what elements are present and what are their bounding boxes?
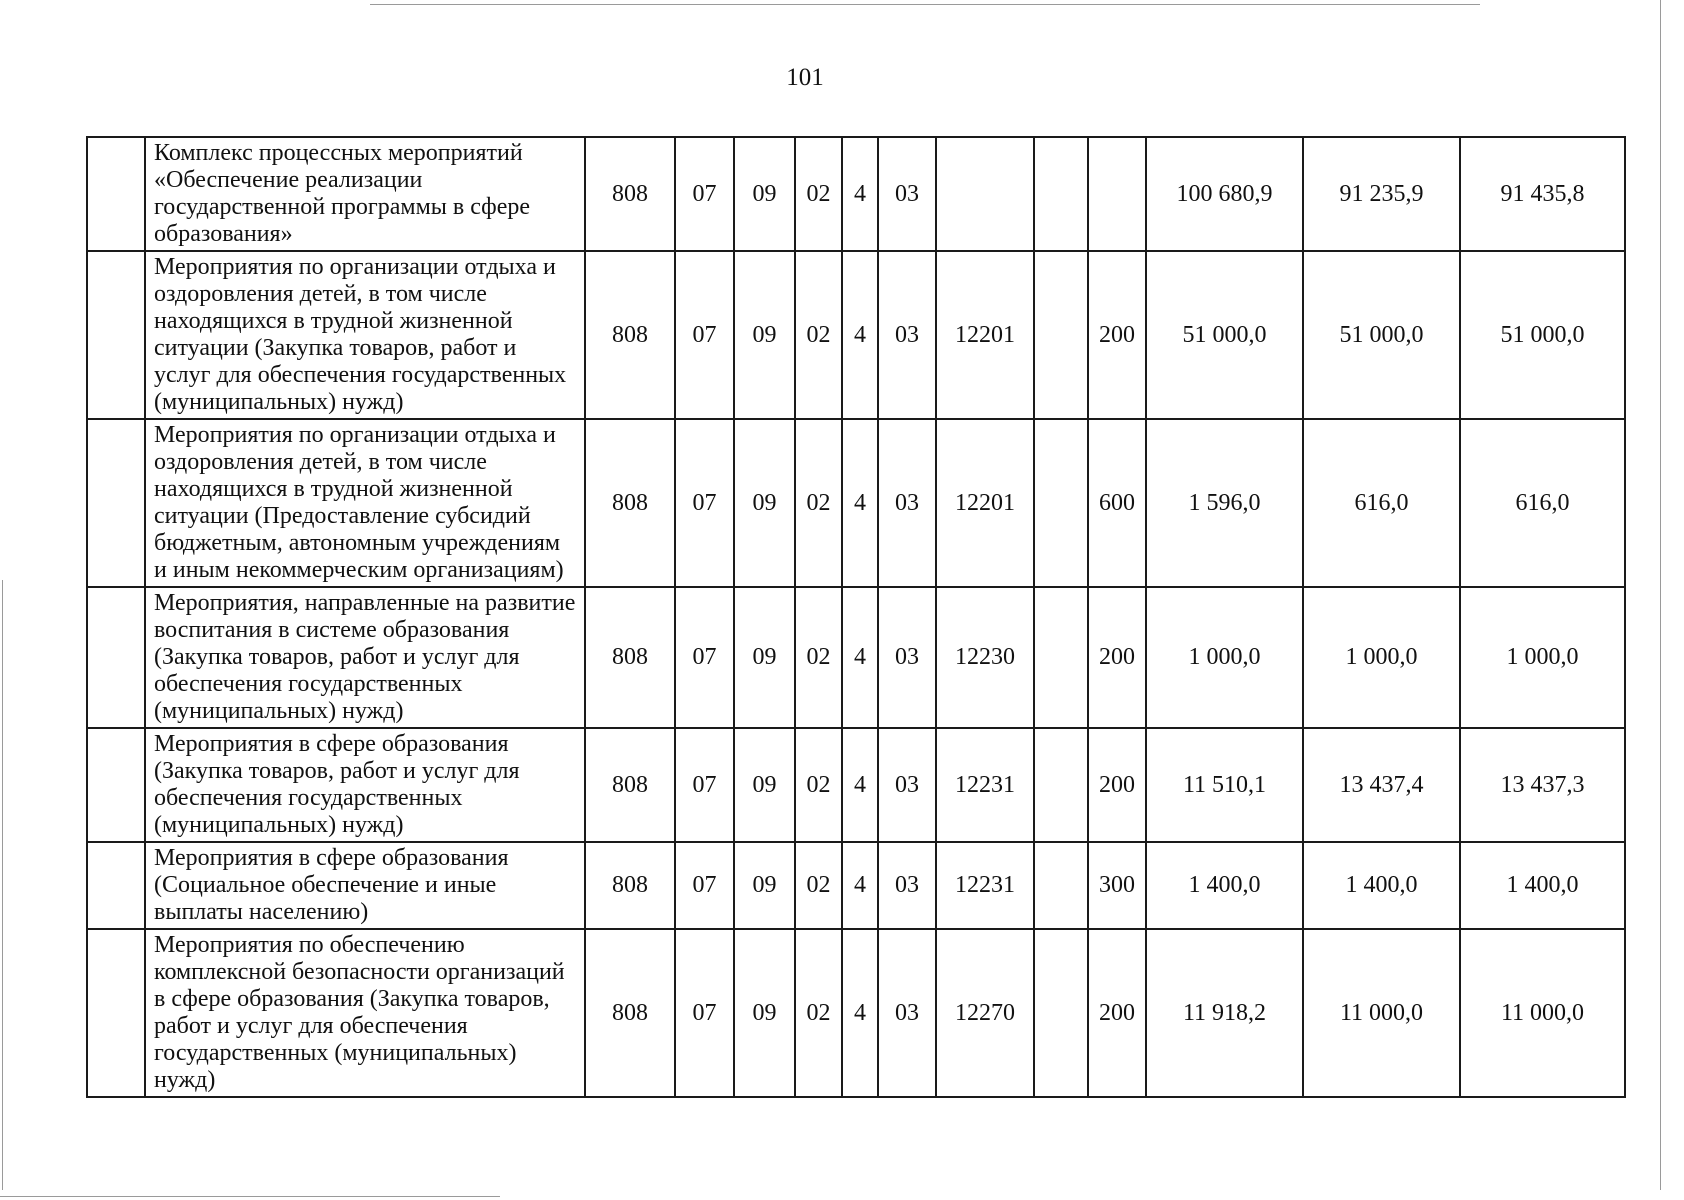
expense-type-code (1088, 137, 1146, 251)
row-name: Мероприятия по организации отдыха и оздоровления детей, в том числе находящихся в трудной жизненной ситуации (Предоставление субсидий бюджетным, автономным учреждениям и иным некоммерческим организациям) (145, 419, 585, 587)
amount-year-1: 51 000,0 (1146, 251, 1303, 419)
row-marker-cell (87, 137, 145, 251)
target-code: 12270 (936, 929, 1034, 1097)
table-row (87, 728, 1625, 842)
subsection-code: 09 (734, 419, 795, 587)
extra-code (1034, 929, 1088, 1097)
target-code: 12231 (936, 842, 1034, 929)
amount-year-2: 1 400,0 (1303, 842, 1460, 929)
amount-year-1: 11 918,2 (1146, 929, 1303, 1097)
program-code: 02 (795, 842, 842, 929)
program-code: 02 (795, 929, 842, 1097)
amount-year-3: 1 400,0 (1460, 842, 1625, 929)
table-row (87, 587, 1625, 728)
amount-year-2: 11 000,0 (1303, 929, 1460, 1097)
subsection-code: 09 (734, 929, 795, 1097)
extra-code (1034, 587, 1088, 728)
section-code: 07 (675, 842, 734, 929)
section-code: 07 (675, 137, 734, 251)
row-name: Мероприятия в сфере образования (Закупка товаров, работ и услуг для обеспечения государственных (муниципальных) нужд) (145, 728, 585, 842)
target-code: 12201 (936, 251, 1034, 419)
row-marker-cell (87, 251, 145, 419)
target-code: 12201 (936, 419, 1034, 587)
subsection-code: 09 (734, 728, 795, 842)
scan-artifact-right-edge (1660, 0, 1661, 1190)
table-row (87, 251, 1625, 419)
target-code: 12230 (936, 587, 1034, 728)
program-code: 02 (795, 251, 842, 419)
table-row (87, 137, 1625, 251)
ministry-code: 808 (585, 929, 675, 1097)
section-code: 07 (675, 929, 734, 1097)
extra-code (1034, 137, 1088, 251)
program-code: 02 (795, 419, 842, 587)
expense-type-code: 200 (1088, 929, 1146, 1097)
amount-year-2: 51 000,0 (1303, 251, 1460, 419)
budget-table (86, 136, 1626, 1098)
amount-year-1: 11 510,1 (1146, 728, 1303, 842)
extra-code (1034, 842, 1088, 929)
amount-year-3: 91 435,8 (1460, 137, 1625, 251)
section-code: 07 (675, 728, 734, 842)
page-number: 101 (786, 64, 824, 91)
section-code: 07 (675, 419, 734, 587)
structure-type-code: 4 (842, 419, 878, 587)
subprogram-code: 03 (878, 842, 936, 929)
row-marker-cell (87, 929, 145, 1097)
amount-year-2: 1 000,0 (1303, 587, 1460, 728)
structure-type-code: 4 (842, 251, 878, 419)
expense-type-code: 300 (1088, 842, 1146, 929)
expense-type-code: 200 (1088, 728, 1146, 842)
amount-year-3: 51 000,0 (1460, 251, 1625, 419)
amount-year-3: 616,0 (1460, 419, 1625, 587)
expense-type-code: 200 (1088, 251, 1146, 419)
program-code: 02 (795, 728, 842, 842)
program-code: 02 (795, 137, 842, 251)
ministry-code: 808 (585, 137, 675, 251)
row-name: Мероприятия по организации отдыха и оздоровления детей, в том числе находящихся в трудной жизненной ситуации (Закупка товаров, работ и услуг для обеспечения государственных (муниципальных) нужд) (145, 251, 585, 419)
subprogram-code: 03 (878, 137, 936, 251)
amount-year-3: 13 437,3 (1460, 728, 1625, 842)
expense-type-code: 200 (1088, 587, 1146, 728)
amount-year-3: 11 000,0 (1460, 929, 1625, 1097)
ministry-code: 808 (585, 842, 675, 929)
scan-artifact-top-line (370, 4, 1480, 5)
row-name: Мероприятия в сфере образования (Социальное обеспечение и иные выплаты населению) (145, 842, 585, 929)
row-marker-cell (87, 587, 145, 728)
amount-year-2: 616,0 (1303, 419, 1460, 587)
structure-type-code: 4 (842, 587, 878, 728)
amount-year-1: 100 680,9 (1146, 137, 1303, 251)
target-code (936, 137, 1034, 251)
extra-code (1034, 251, 1088, 419)
ministry-code: 808 (585, 419, 675, 587)
subprogram-code: 03 (878, 728, 936, 842)
subprogram-code: 03 (878, 587, 936, 728)
amount-year-1: 1 596,0 (1146, 419, 1303, 587)
extra-code (1034, 419, 1088, 587)
row-marker-cell (87, 728, 145, 842)
amount-year-1: 1 000,0 (1146, 587, 1303, 728)
target-code: 12231 (936, 728, 1034, 842)
extra-code (1034, 728, 1088, 842)
section-code: 07 (675, 587, 734, 728)
row-name: Мероприятия по обеспечению комплексной безопасности организаций в сфере образования (Закупка товаров, работ и услуг для обеспечения государственных (муниципальных) нужд) (145, 929, 585, 1097)
expense-type-code: 600 (1088, 419, 1146, 587)
amount-year-2: 91 235,9 (1303, 137, 1460, 251)
subprogram-code: 03 (878, 419, 936, 587)
table-row (87, 419, 1625, 587)
subsection-code: 09 (734, 842, 795, 929)
amount-year-1: 1 400,0 (1146, 842, 1303, 929)
subprogram-code: 03 (878, 251, 936, 419)
program-code: 02 (795, 587, 842, 728)
structure-type-code: 4 (842, 728, 878, 842)
subsection-code: 09 (734, 137, 795, 251)
amount-year-3: 1 000,0 (1460, 587, 1625, 728)
structure-type-code: 4 (842, 137, 878, 251)
table-row (87, 842, 1625, 929)
row-marker-cell (87, 419, 145, 587)
table-row (87, 929, 1625, 1097)
structure-type-code: 4 (842, 929, 878, 1097)
ministry-code: 808 (585, 251, 675, 419)
row-name: Мероприятия, направленные на развитие воспитания в системе образования (Закупка товаров, работ и услуг для обеспечения государственных (муниципальных) нужд) (145, 587, 585, 728)
scan-artifact-bottom-line (0, 1196, 500, 1197)
ministry-code: 808 (585, 728, 675, 842)
section-code: 07 (675, 251, 734, 419)
subsection-code: 09 (734, 587, 795, 728)
subprogram-code: 03 (878, 929, 936, 1097)
structure-type-code: 4 (842, 842, 878, 929)
amount-year-2: 13 437,4 (1303, 728, 1460, 842)
table-body (87, 137, 1625, 1097)
subsection-code: 09 (734, 251, 795, 419)
scan-artifact-left-edge (2, 580, 3, 1190)
ministry-code: 808 (585, 587, 675, 728)
row-name: Комплекс процессных мероприятий «Обеспечение реализации государственной программы в сфере образования» (145, 137, 585, 251)
row-marker-cell (87, 842, 145, 929)
